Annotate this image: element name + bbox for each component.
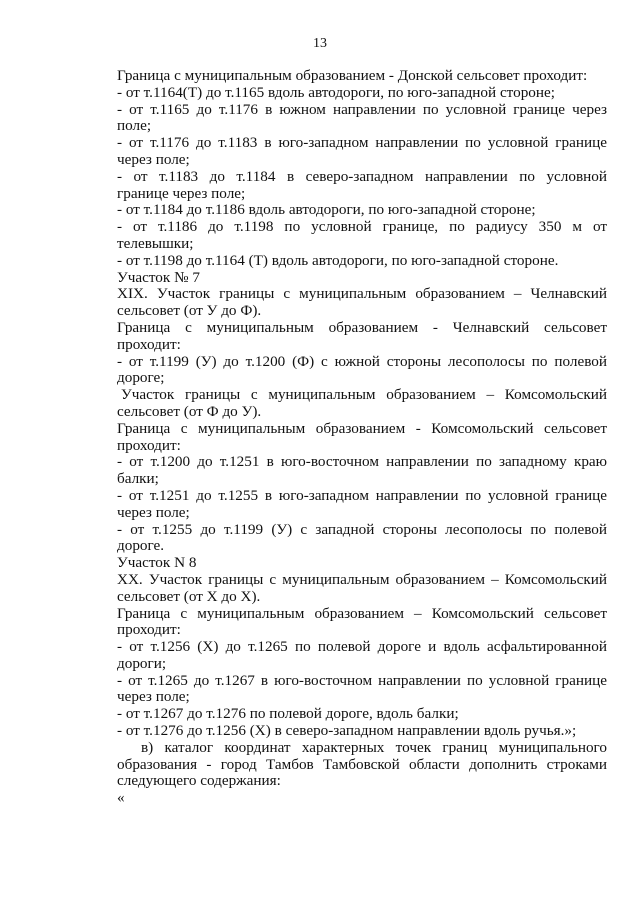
section-label: Участок N 8 [117,554,197,572]
paragraph-line: балки; [117,470,159,488]
paragraph-line: - от т.1184 до т.1186 вдоль автодороги, по юго-западной стороне; [117,201,536,219]
document-body [117,68,607,807]
paragraph-line: следующего содержания: [117,772,281,790]
section-heading: XX. Участок границы с муниципальным образованием – Комсомольский [117,570,607,588]
paragraph-line: - от т.1267 до т.1276 по полевой дороге, вдоль балки; [117,705,459,723]
page-number: 13 [313,36,327,51]
paragraph-line: через поле; [117,503,190,521]
paragraph-line: Граница с муниципальным образованием – Комсомольский сельсовет [117,604,607,622]
paragraph-line: - от т.1276 до т.1256 (Х) в северо-западном направлении вдоль ручья.»; [117,722,577,740]
section-heading: сельсовет (от Х до Х). [117,587,261,605]
paragraph-line: - от т.1199 (У) до т.1200 (Ф) с южной стороны лесополосы по полевой [117,352,607,370]
paragraph-line: телевышки; [117,234,194,252]
paragraph-line: - от т.1164(Т) до т.1165 вдоль автодороги, по юго-западной стороне; [117,83,555,101]
paragraph-line: - от т.1265 до т.1267 в юго-восточном направлении по условной границе [117,671,607,689]
paragraph-line: - от т.1200 до т.1251 в юго-восточном направлении по западному краю [117,453,607,471]
opening-quote: « [117,789,125,807]
paragraph-line: через поле; [117,688,190,706]
paragraph-line: - от т.1256 (Х) до т.1265 по полевой дороге и вдоль асфальтированной [117,638,607,656]
section-label: Участок № 7 [117,268,200,286]
paragraph-line: - от т.1176 до т.1183 в юго-западном направлении по условной границе [117,134,607,152]
paragraph-line: дороге; [117,369,165,387]
section-heading: Участок границы с муниципальным образованием – Комсомольский [121,386,607,404]
paragraph-line: проходит: [117,621,181,639]
paragraph-line: - от т.1186 до т.1198 по условной границе, по радиусу 350 м от [117,218,607,236]
paragraph-line: в) каталог координат характерных точек границ муниципального [141,738,607,756]
paragraph-line: поле; [117,117,152,135]
paragraph-line: проходит: [117,335,181,353]
paragraph-line: Граница с муниципальным образованием - Комсомольский сельсовет [117,419,607,437]
paragraph-line: через поле; [117,150,190,168]
paragraph-line: границе через поле; [117,184,246,202]
section-heading: сельсовет (от Ф до У). [117,402,262,420]
paragraph-line: Граница с муниципальным образованием - Донской сельсовет проходит: [117,67,588,84]
paragraph-line: - от т.1165 до т.1176 в южном направлении по условной границе через [117,100,607,118]
paragraph-line: - от т.1183 до т.1184 в северо-западном направлении по условной [117,167,607,185]
paragraph-line: проходит: [117,436,181,454]
paragraph-line: дороги; [117,654,167,672]
paragraph-line: - от т.1198 до т.1164 (Т) вдоль автодороги, по юго-западной стороне. [117,251,559,269]
section-heading: XIX. Участок границы с муниципальным образованием – Челнавский [117,285,607,303]
paragraph-line: Граница с муниципальным образованием - Челнавский сельсовет [117,318,607,336]
paragraph-line: - от т.1255 до т.1199 (У) с западной стороны лесополосы по полевой [117,520,607,538]
paragraph-line: образования - город Тамбов Тамбовской области дополнить строками [117,755,607,773]
paragraph-line: - от т.1251 до т.1255 в юго-западном направлении по условной границе [117,486,607,504]
section-heading: сельсовет (от У до Ф). [117,302,262,320]
paragraph-line: дороге. [117,537,165,555]
